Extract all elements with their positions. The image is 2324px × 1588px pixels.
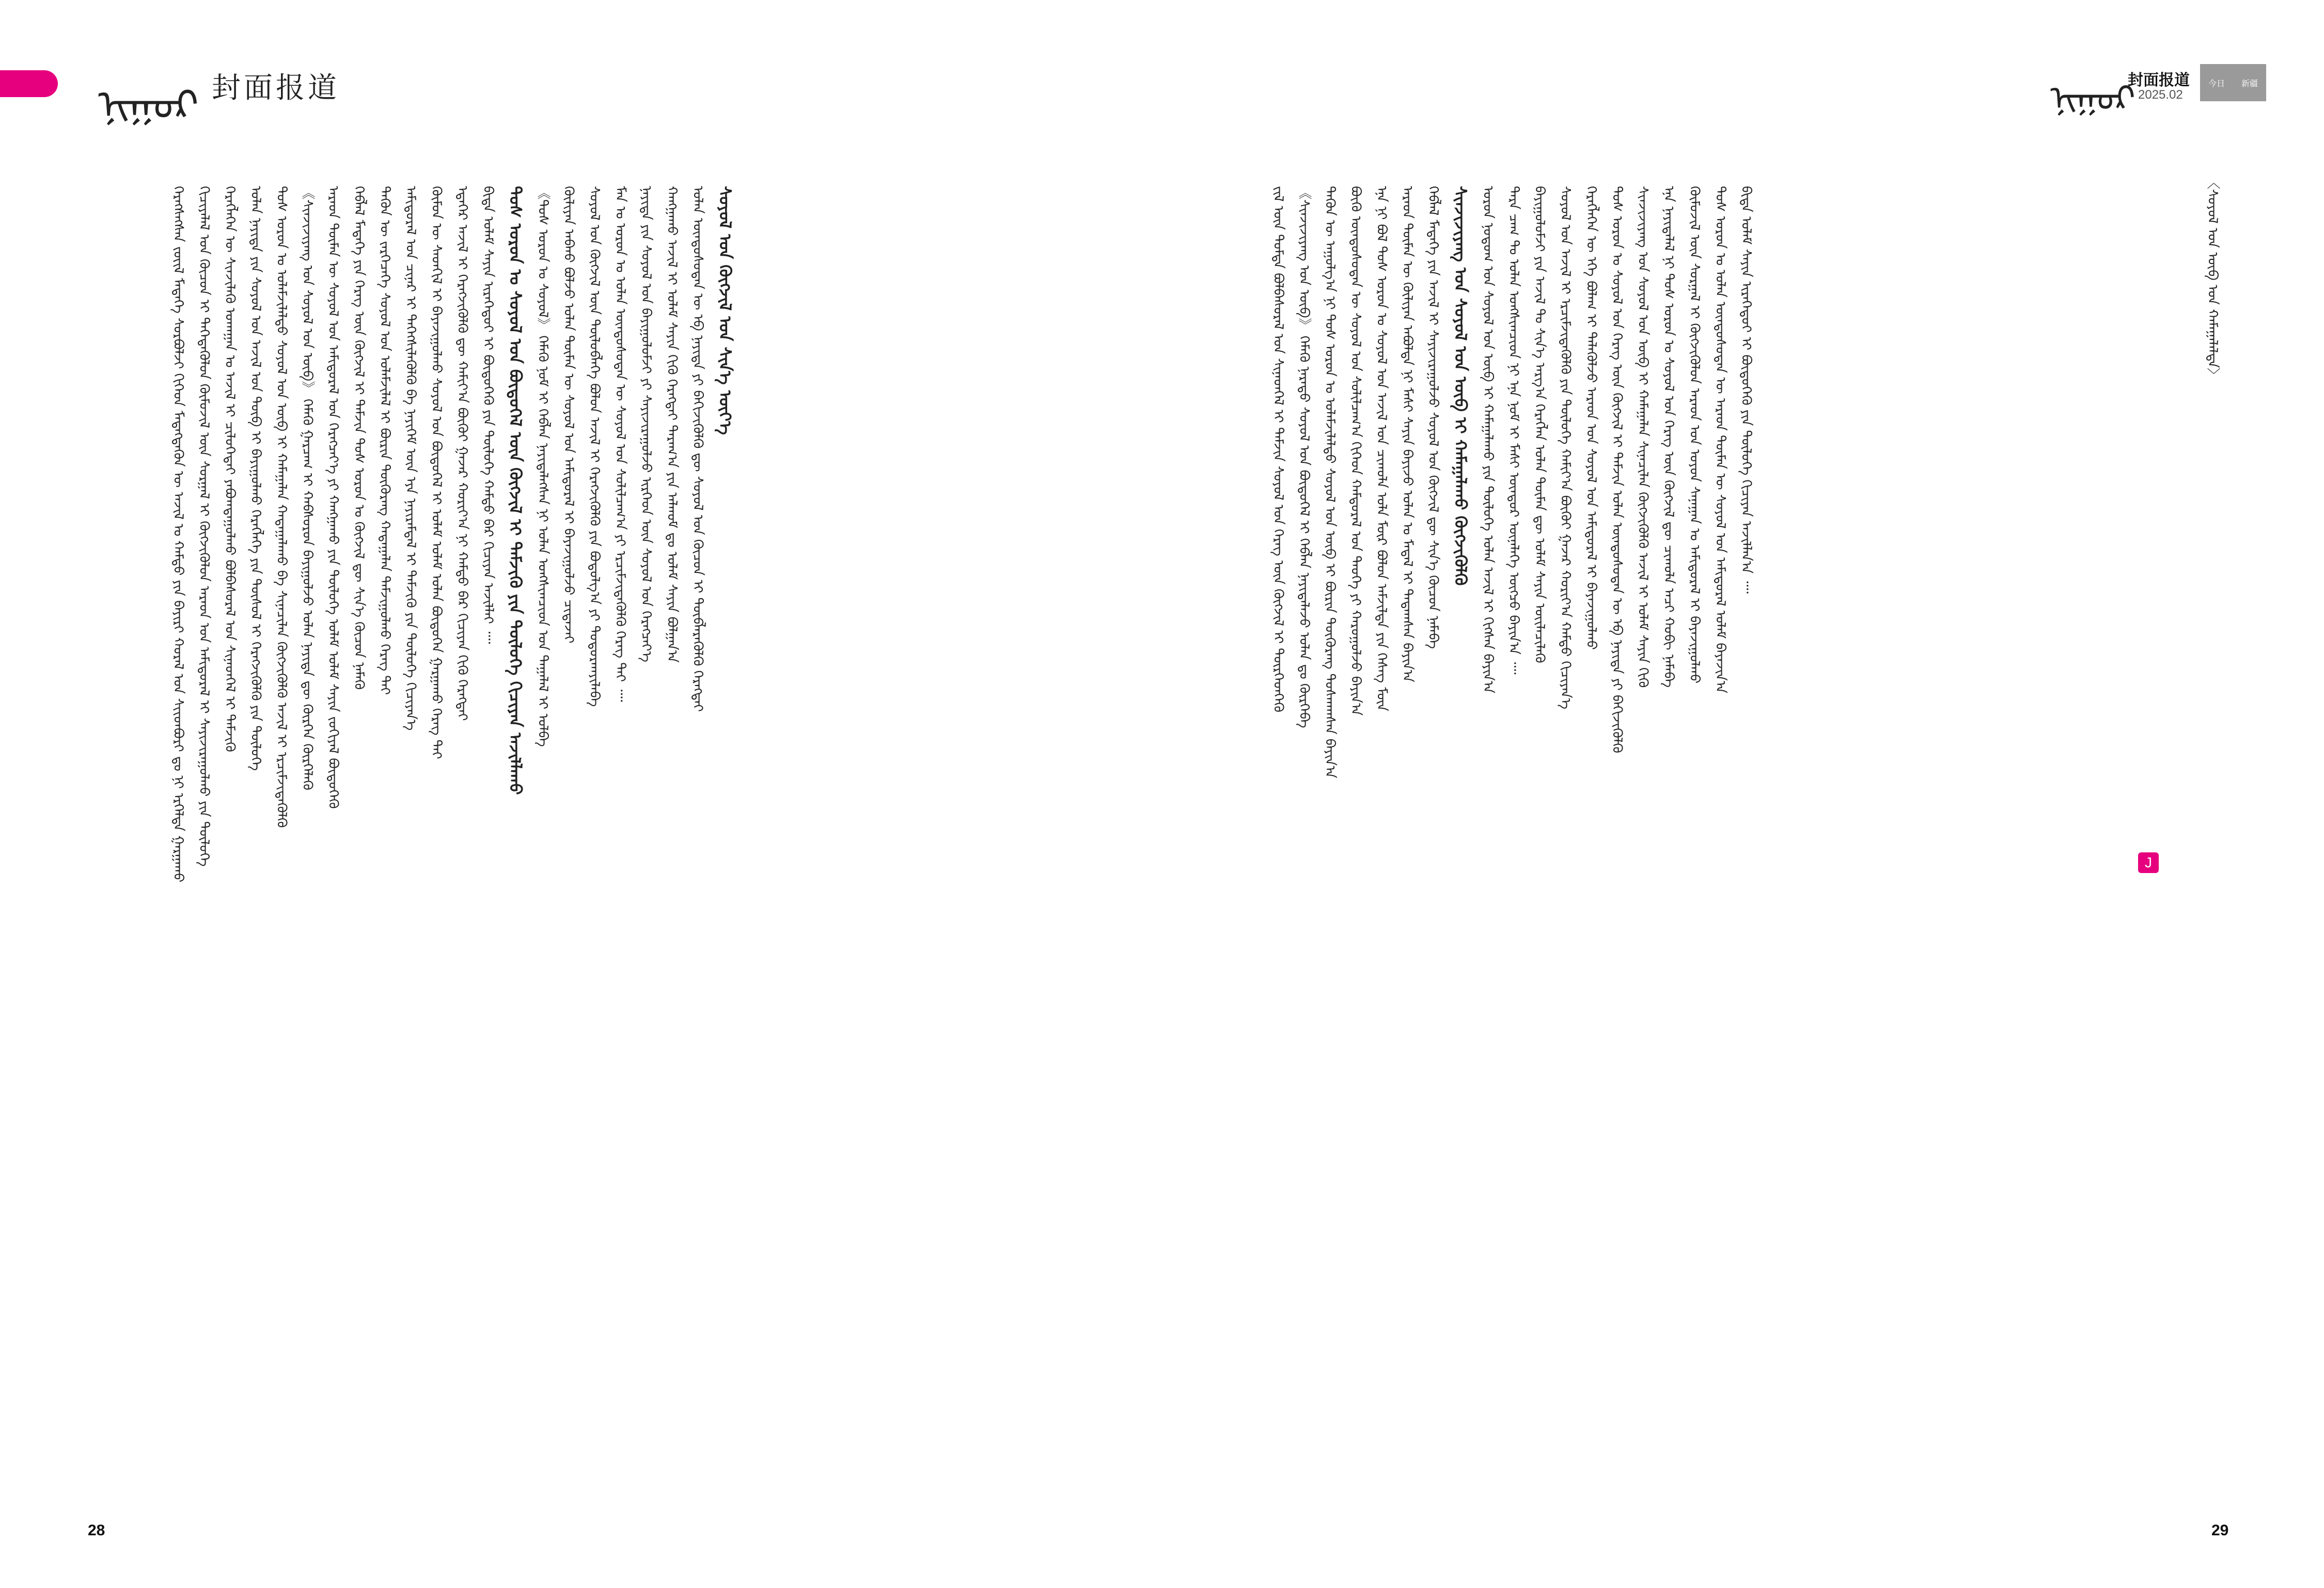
section-tab-marker bbox=[0, 70, 58, 97]
right-column-17: ᠲᠤᠰ ᠣᠷᠤᠨ ᠤ ᠣᠯᠠᠨ ᠦᠨᠳᠦᠰᠦᠲᠡᠨ ᠦ ᠠᠷᠠᠳ ᠲᠦᠮᠡᠨ ᠦ ᠰᠣᠶᠣᠯ ᠤᠨ ᠠᠮᠢᠳᠤᠷᠠᠯ ᠤᠯᠠᠮ ᠪᠠᠶᠠᠵᠢᠨ᠎ᠠ bbox=[1713, 186, 1728, 694]
left-column-6: 《ᠰᠢᠨᠵᠢᠵᠢᠶᠠᠩ ᠤᠨ ᠰᠣᠶᠣᠯ ᠤᠨ ᠥᠪ》 ᠬᠡᠮᠡᠬᠦ ᠭᠠᠷᠴᠠᠭ ᠢ ᠬᠠᠪᠰᠤᠷᠤᠨ ᠪᠠᠶᠢᠭᠤᠯᠵᠤ ᠣᠯᠠᠨ ᠨᠡᠶᠢᠲᠡ ᠳᠦ ᠬᠦᠷᠭᠡᠨ ᠬᠦᠷᠭᠡᠯᠡᠬᠦ bbox=[300, 186, 315, 790]
right-header-chinese-title: 封面报道 bbox=[2128, 72, 2190, 89]
left-text-area bbox=[165, 186, 740, 1508]
left-column-19: ᠬᠠᠩᠭᠠᠬᠤ ᠠᠵᠢᠯ ᠢ ᠤᠯᠠᠮ ᠰᠠᠶᠢᠨ ᠬᠢᠬᠦ ᠬᠡᠷᠡᠭᠲᠡᠢ ᠳᠠᠷᠠᠭ᠎ᠠ ᠶᠢᠨ ᠠᠯᠬᠤᠮ ᠳᠤ ᠤᠯᠠᠮ ᠰᠠᠶᠢᠨ ᠪᠣᠯᠭᠠᠨ᠎ᠠ bbox=[664, 186, 680, 663]
right-column-5: ᠡᠨᠡ ᠨᠢ ᠪᠣᠯ ᠲᠤᠰ ᠣᠷᠤᠨ ᠤ ᠰᠣᠶᠣᠯ ᠤᠨ ᠠᠵᠢᠯ ᠤᠨ ᠴᠢᠬᠤᠯᠠ ᠤᠯᠠ ᠮᠦᠷ ᠪᠣᠯᠤᠨ ᠠᠮᠵᠢᠯᠲᠠ ᠶᠢᠨ ᠬᠡᠰᠡᠭ ᠮᠥᠨ bbox=[1374, 186, 1389, 711]
left-column-16: ᠰᠣᠶᠣᠯ ᠤᠨ ᠬᠥᠭᠵᠢᠯ ᠦᠨ ᠲᠥᠯᠦᠪᠯᠡᠭᠡ ᠪᠣᠯᠤᠨ ᠠᠵᠢᠯ ᠢ ᠬᠡᠷᠡᠭᠵᠢᠭᠦᠯᠬᠦ ᠶᠢᠨ ᠪᠣᠳᠤᠯᠭ᠎ᠠ ᠶᠢ ᠲᠣᠳᠣᠷᠬᠠᠶᠢᠯᠠᠪᠠ bbox=[587, 186, 602, 707]
left-column-18: ᠨᠡᠶᠢᠲᠡ ᠶᠢᠨ ᠰᠣᠶᠣᠯ ᠤᠨ ᠪᠠᠶᠢᠭᠤᠯᠤᠮᠵᠢ ᠶᠢ ᠰᠠᠶᠢᠵᠢᠷᠠᠭᠤᠯᠵᠤ ᠢᠷᠭᠡᠳ ᠦᠨ ᠰᠣᠶᠣᠯ ᠤᠨ ᠬᠡᠷᠡᠭᠴᠡᠶ᠎ᠡ bbox=[638, 186, 654, 662]
left-column-12: ᠡᠳᠡᠭᠡᠷ ᠠᠵᠢᠯ ᠢ ᠬᠡᠷᠡᠭᠵᠢᠭᠦᠯᠬᠦ ᠳᠦ ᠬᠠᠮᠢᠶ᠎ᠠ ᠪᠦᠬᠦᠢ ᠭᠠᠵᠠᠷ ᠬᠣᠷᠢᠶ᠎ᠠ ᠨᠢ ᠬᠠᠮᠲᠤ ᠪᠡᠷ ᠬᠢᠴᠢᠶᠡᠨ ᠬᠢᠬᠦ ᠬᠡᠷᠡᠭᠲᠡᠢ bbox=[454, 186, 470, 721]
left-column-1: ᠬᠡᠷᠡᠭᠰᠡᠭᠰᠡᠨ ᠵᠦᠢᠯ ᠮᠡᠳᠡᠭᠡ ᠰᠤᠷᠪᠤᠯᠵᠢ ᠬᠢᠭᠡᠳ ᠮᠡᠳᠡᠭᠳᠡᠬᠦᠨ ᠦ ᠠᠵᠢᠯ ᠤ ᠬᠠᠮᠲᠤ ᠶᠢᠨ ᠪᠠᠶᠢᠷᠢ ᠬᠤᠷᠠᠯ ᠤᠨ ᠰᠢᠢᠳᠪᠦᠷᠢ ᠳᠤ ᠨᠢ ᠡᠷᠭᠡᠯᠲᠡ ᠭᠠᠷᠭᠠᠬᠤ bbox=[170, 186, 186, 883]
right-column-14: ᠰᠢᠨᠵᠢᠵᠢᠶᠠᠩ ᠤᠨ ᠰᠣᠶᠣᠯ ᠤᠨ ᠥᠪ ᠢ ᠬᠠᠮᠠᠭᠠᠯᠠᠨ ᠰᠢᠨᠡᠴᠢᠯᠡᠨ ᠬᠥᠭᠵᠢᠭᠦᠯᠬᠦ ᠠᠵᠢᠯ ᠢ ᠤᠯᠠᠮ ᠰᠠᠶᠢᠨ ᠬᠢᠬᠦ bbox=[1635, 186, 1651, 688]
right-column-7: ᠬᠡᠪᠯᠡᠯ ᠮᠡᠳᠡᠭᠡ ᠶᠢᠨ ᠠᠵᠢᠯ ᠢ ᠰᠠᠶᠢᠵᠢᠷᠠᠭᠤᠯᠵᠤ ᠰᠣᠶᠣᠯ ᠤᠨ ᠬᠥᠭᠵᠢᠯ ᠳᠦ ᠰᠢᠨ᠎ᠡ ᠬᠦᠴᠦᠨ ᠨᠡᠮᠡᠪᠡ bbox=[1425, 186, 1441, 649]
right-column-11: ᠰᠣᠶᠣᠯ ᠤᠨ ᠠᠵᠢᠯ ᠢ ᠡᠷᠴᠢᠮᠵᠢᠳᠡᠭᠦᠯᠬᠦ ᠶᠢᠨ ᠲᠥᠯᠦᠭᠡ ᠬᠠᠮᠢᠶ᠎ᠠ ᠪᠦᠬᠦᠢ ᠭᠠᠵᠠᠷ ᠬᠣᠷᠢᠶ᠎ᠠ ᠬᠠᠮᠲᠤ ᠬᠢᠴᠢᠶᠡᠨ᠎ᠡ bbox=[1558, 186, 1573, 709]
right-header-mongolian-title: ᠨᠢᠭᠤᠷ bbox=[2050, 79, 2135, 118]
left-column-2: ᠬᠢᠴᠢᠶᠡᠯᠡᠯ ᠤᠨ ᠬᠦᠴᠦᠨ ᠢ ᠳᠡᠭᠡᠳᠡᠭᠦᠯᠦᠨ ᠬᠦᠮᠦᠵᠢᠯ ᠦᠨ ᠰᠤᠷᠭᠠᠯ ᠢ ᠬᠥᠭᠵᠢᠭᠦᠯᠦᠨ ᠠᠷᠠᠳ ᠤᠨ ᠠᠮᠢᠳᠤᠷᠠᠯ ᠢ ᠰᠠᠶᠢᠵᠢᠷᠠᠭᠤᠯᠬᠤ ᠶᠢᠨ ᠲᠥᠯᠦᠭᠡ bbox=[196, 186, 212, 867]
right-column-9: ᠲᠡᠷᠡ ᠴᠠᠭ ᠲᠤ ᠣᠯᠠᠨ ᠤᠩᠰᠢᠭᠴᠢᠳ ᠨᠢ ᠡᠨᠡ ᠨᠣᠮ ᠢ ᠮᠠᠰᠢ ᠥᠨᠳᠥᠷ ᠦᠨᠡᠯᠡᠭᠡ ᠥᠭᠴᠦ ᠪᠠᠶᠢᠨ᠎ᠠ ᠁ bbox=[1506, 186, 1521, 675]
right-top-note: 〈ᠰᠣᠶᠣᠯ ᠤᠨ ᠥᠪ ᠤᠨ ᠬᠠᠮᠠᠭᠠᠯᠠᠯᠲᠠ〉 bbox=[2205, 176, 2220, 382]
right-column-13: ᠲᠤᠰ ᠣᠷᠤᠨ ᠤ ᠰᠣᠶᠣᠯ ᠤᠨ ᠬᠡᠷᠡᠭ ᠦᠨ ᠬᠥᠭᠵᠢᠯ ᠢ ᠳᠡᠮᠵᠢᠨ ᠣᠯᠠᠨ ᠦᠨᠳᠦᠰᠦᠲᠡᠨ ᠦ ᠡᠪ ᠨᠡᠶᠢᠲᠡ ᠶᠢ ᠪᠡᠬᠢᠵᠢᠭᠦᠯᠬᠦ bbox=[1609, 186, 1625, 753]
right-column-16: ᠬᠦᠮᠦᠵᠢᠯ ᠦᠨ ᠰᠤᠷᠭᠠᠯ ᠢ ᠬᠥᠭᠵᠢᠭᠦᠯᠦᠨ ᠠᠷᠠᠳ ᠤᠨ ᠤᠶᠤᠨ ᠰᠠᠨᠠᠭᠠᠨ ᠤ ᠠᠮᠢᠳᠤᠷᠠᠯ ᠢ ᠪᠠᠶᠠᠵᠢᠭᠤᠯᠬᠤ bbox=[1687, 186, 1702, 683]
right-column-3: ᠲᠡᠭᠦᠨ ᠦ ᠠᠭᠤᠯᠭ᠎ᠠ ᠨᠢ ᠲᠤᠰ ᠣᠷᠤᠨ ᠤ ᠤᠯᠠᠮᠵᠢᠯᠠᠯᠲᠤ ᠰᠣᠶᠣᠯ ᠤᠨ ᠥᠪ ᠢ ᠪᠦᠷᠢᠨ ᠳᠦᠭᠦᠷᠡᠩ ᠲᠤᠰᠬᠠᠭᠰᠠᠨ ᠪᠠᠶᠢᠨ᠎ᠠ bbox=[1322, 186, 1338, 779]
right-column-8: ᠣᠷᠤᠨ ᠨᠤᠲᠤᠭ ᠤᠨ ᠰᠣᠶᠣᠯ ᠤᠨ ᠥᠪ ᠢ ᠬᠠᠮᠠᠭᠠᠯᠠᠬᠤ ᠶᠢᠨ ᠲᠥᠯᠦᠭᠡ ᠣᠯᠠᠨ ᠠᠵᠢᠯ ᠢ ᠬᠢᠭᠰᠡᠨ ᠪᠠᠶᠢᠨ᠎ᠠ bbox=[1480, 186, 1496, 694]
left-column-11: ᠬᠦᠮᠦᠨ ᠦ ᠰᠡᠳᠬᠢᠯ ᠢ ᠪᠠᠶᠠᠵᠢᠭᠤᠯᠬᠤ ᠰᠣᠶᠣᠯ ᠤᠨ ᠪᠦᠲᠦᠭᠡᠯ ᠢ ᠤᠯᠠᠮ ᠤᠯᠠᠮ ᠤᠯᠠᠨ ᠪᠦᠲᠦᠭᠡᠨ ᠭᠠᠷᠭᠠᠬᠤ ᠬᠡᠷᠡᠭ ᠲᠡᠢ bbox=[429, 186, 444, 759]
left-column-4: ᠣᠯᠠᠨ ᠨᠡᠶᠢᠲᠡ ᠶᠢᠨ ᠰᠣᠶᠣᠯ ᠤᠨ ᠠᠵᠢᠯ ᠤᠨ ᠲᠥᠪ ᠢ ᠪᠠᠶᠢᠭᠤᠯᠬᠤ ᠬᠡᠷᠡᠭᠯᠡᠭᠡ ᠶᠢᠨ ᠲᠥᠰᠥᠯ ᠢ ᠬᠡᠷᠡᠭᠵᠢᠭᠦᠯᠬᠦ ᠶᠢᠨ ᠲᠥᠯᠦᠭᠡ bbox=[248, 186, 263, 771]
right-column-18: ᠪᠢᠳᠡ ᠤᠯᠠᠮ ᠰᠠᠶᠢᠨ ᠢᠷᠡᠭᠡᠳᠦᠶ ᠢ ᠪᠦᠲᠦᠭᠡᠬᠦ ᠶᠢᠨ ᠲᠥᠯᠦᠭᠡ ᠬᠢᠴᠢᠶᠡᠨ ᠠᠵᠢᠯᠯᠠᠨ᠎ᠠ ᠁ bbox=[1738, 186, 1754, 594]
left-column-13: ᠪᠢᠳᠡ ᠤᠯᠠᠮ ᠰᠠᠶᠢᠨ ᠢᠷᠡᠭᠡᠳᠦᠶ ᠢ ᠪᠦᠲᠦᠭᠡᠬᠦ ᠶᠢᠨ ᠲᠥᠯᠦᠭᠡ ᠬᠠᠮᠲᠤ ᠪᠡᠷ ᠬᠢᠴᠢᠶᠡᠨ ᠠᠵᠢᠯᠯᠠᠶ ᠁ bbox=[480, 186, 496, 644]
left-header-chinese-title: 封面报道 bbox=[212, 72, 340, 104]
right-section-heading: ᠰᠢᠨᠵᠢᠵᠢᠶᠠᠩ ᠤᠨ ᠰᠣᠶᠣᠯ ᠤᠨ ᠥᠪ ᠢ ᠬᠠᠮᠠᠭᠠᠯᠠᠬᠤ ᠬᠥᠭᠵᠢᠭᠦᠯᠬᠦ bbox=[1451, 186, 1470, 586]
logo-text-2: 新疆 bbox=[2241, 79, 2258, 88]
left-column-5: ᠲᠤᠰ ᠣᠷᠤᠨ ᠤ ᠤᠯᠠᠮᠵᠢᠯᠠᠯᠲᠤ ᠰᠣᠶᠣᠯ ᠤᠨ ᠥᠪ ᠢ ᠬᠠᠮᠠᠭᠠᠯᠠᠨ ᠬᠠᠳᠠᠭᠠᠯᠠᠬᠤ ᠪᠠ ᠰᠢᠨᠡᠴᠢᠯᠡᠨ ᠬᠥᠭᠵᠢᠭᠦᠯᠬᠦ ᠠᠵᠢᠯ ᠢ ᠡᠷᠴᠢᠮᠵᠢᠳᠡᠭᠦᠯᠬᠦ bbox=[274, 186, 289, 828]
left-column-15: ᠬᠦᠯᠢᠶᠡᠨ ᠠᠪᠬᠤ ᠪᠣᠯᠵᠤ ᠣᠯᠠᠨ ᠲᠦᠮᠡᠨ ᠦ ᠰᠣᠶᠣᠯ ᠤᠨ ᠠᠮᠢᠳᠤᠷᠠᠯ ᠢ ᠪᠠᠶᠠᠵᠢᠭᠤᠯᠵᠤ ᠴᠢᠳᠠᠵᠠᠶ bbox=[561, 186, 576, 644]
left-column-3: ᠬᠡᠷᠡᠭᠯᠡᠭᠡᠨ ᠦ ᠰᠢᠨᠵᠢᠯᠡᠬᠦ ᠤᠬᠠᠭᠠᠨ ᠤ ᠠᠵᠢᠯ ᠢ ᠴᠢᠯᠦᠭᠡᠲᠡᠢ ᠶᠠᠪᠤᠭᠳᠠᠭᠤᠯᠬᠤ ᠪᠣᠯᠪᠠᠰᠤᠷᠠᠯ ᠤᠨ ᠰᠢᠨᠡᠳᠭᠡᠯ ᠢ ᠳᠡᠮᠵᠢᠬᠦ bbox=[222, 186, 238, 752]
right-column-2: 《ᠰᠢᠨᠵᠢᠵᠢᠶᠠᠩ ᠤᠨ ᠥᠪ》 ᠬᠡᠮᠡᠬᠦ ᠨᠡᠷᠡᠲᠦ ᠰᠣᠶᠣᠯ ᠤᠨ ᠪᠦᠲᠦᠭᠡᠯ ᠢ ᠬᠡᠪᠯᠡᠨ ᠨᠡᠶᠢᠲᠡᠯᠡᠵᠦ ᠣᠯᠠᠨ ᠳᠤ ᠬᠦᠷᠭᠡᠪᠡ bbox=[1296, 186, 1312, 728]
left-column-14: 《ᠲᠤᠰ ᠣᠷᠤᠨ ᠤ ᠰᠣᠶᠣᠯ》 ᠬᠡᠮᠡᠬᠦ ᠨᠣᠮ ᠢ ᠬᠡᠪᠯᠡᠨ ᠨᠡᠶᠢᠲᠡᠯᠡᠭᠰᠡᠨ ᠨᠢ ᠣᠯᠠᠨ ᠤᠩᠰᠢᠭᠴᠢᠳ ᠤᠨ ᠲᠠᠭᠠᠯᠠᠯ ᠢ ᠣᠯᠪᠠ bbox=[535, 186, 551, 747]
right-page-number: 29 bbox=[2211, 1522, 2229, 1539]
right-column-12: ᠬᠡᠷᠡᠭᠯᠡᠭᠡᠨ ᠦ ᠡᠬᠡ ᠪᠤᠯᠠᠭ ᠢ ᠲᠡᠯᠡᠭᠦᠯᠵᠦ ᠠᠷᠠᠳ ᠤᠨ ᠰᠣᠶᠣᠯ ᠤᠨ ᠠᠮᠢᠳᠤᠷᠠᠯ ᠢ ᠪᠠᠶᠠᠵᠢᠭᠤᠯᠬᠤ bbox=[1583, 186, 1599, 650]
right-text-area bbox=[1265, 186, 1759, 1508]
logo-text-1: 今日 bbox=[2208, 79, 2225, 88]
left-column-7: ᠠᠷᠠᠳ ᠲᠦᠮᠡᠨ ᠦ ᠰᠣᠶᠣᠯ ᠤᠨ ᠠᠮᠢᠳᠤᠷᠠᠯ ᠤᠨ ᠬᠡᠷᠡᠭᠴᠡᠶ᠎ᠡ ᠶᠢ ᠬᠠᠩᠭᠠᠬᠤ ᠶᠢᠨ ᠲᠥᠯᠦᠭᠡ ᠤᠯᠠᠮ ᠤᠯᠠᠮ ᠰᠠᠶᠢᠨ ᠵᠣᠬᠢᠶᠠᠯ ᠪᠦᠲᠦᠭᠡᠬᠦ bbox=[325, 186, 341, 809]
left-column-8: ᠬᠡᠪᠯᠡᠯ ᠮᠡᠳᠡᠭᠡ ᠶᠢᠨ ᠬᠡᠷᠡᠭ ᠦᠨ ᠬᠥᠭᠵᠢᠯ ᠢ ᠳᠡᠮᠵᠢᠨ ᠲᠤᠰ ᠣᠷᠤᠨ ᠤ ᠬᠥᠭᠵᠢᠯ ᠳᠦ ᠰᠢᠨ᠎ᠡ ᠬᠦᠴᠦᠨ ᠨᠡᠮᠡᠬᠦ bbox=[351, 186, 367, 690]
issue-date: 2025.02 bbox=[2138, 88, 2183, 102]
right-column-4: ᠪᠦᠬᠦ ᠦᠨᠳᠦᠰᠦᠲᠡᠨ ᠦ ᠰᠣᠶᠣᠯ ᠤᠨ ᠰᠣᠯᠢᠯᠴᠠᠭ᠎ᠠ ᠬᠢᠭᠡᠳ ᠬᠠᠮᠲᠤᠷᠠᠯ ᠤᠨ ᠲᠡᠦᠬᠡ ᠶᠢ ᠬᠠᠷᠤᠭᠤᠯᠵᠤ ᠪᠠᠶᠢᠨ᠎ᠠ bbox=[1348, 186, 1363, 716]
section-marker-icon: J bbox=[2138, 852, 2159, 873]
left-header-mongolian-title: ᠨᠢᠭᠤᠷ bbox=[98, 82, 199, 129]
left-column-10: ᠠᠮᠢᠳᠤᠷᠠᠯ ᠤᠨ ᠴᠢᠨᠠᠷ ᠢ ᠳᠡᠭᠡᠭᠰᠢᠯᠡᠭᠦᠯᠬᠦ ᠪᠠ ᠨᠡᠶᠢᠭᠡᠮ ᠦᠨ ᠡᠶᠡ ᠨᠠᠶᠢᠷᠠᠮᠳᠠᠯ ᠢ ᠳᠡᠮᠵᠢᠬᠦ ᠶᠢᠨ ᠲᠥᠯᠦᠭᠡ ᠬᠢᠴᠢᠶᠡᠨ᠎ᠡ bbox=[403, 186, 418, 731]
magazine-logo bbox=[2200, 64, 2266, 101]
left-column-17: ᠮᠠᠨ ᠤ ᠣᠷᠤᠨ ᠤ ᠣᠯᠠᠨ ᠦᠨᠳᠦᠰᠦᠲᠡᠨ ᠦ ᠰᠣᠶᠣᠯ ᠤᠨ ᠰᠣᠯᠢᠯᠴᠠᠭ᠎ᠠ ᠶᠢ ᠡᠷᠴᠢᠮᠵᠢᠳᠡᠭᠦᠯᠬᠦ ᠬᠡᠷᠡᠭ ᠲᠡᠢ ᠁ bbox=[613, 186, 628, 702]
right-column-6: ᠠᠷᠠᠳ ᠲᠦᠮᠡᠨ ᠦ ᠬᠦᠯᠢᠶᠡᠨ ᠠᠪᠤᠯᠲᠠ ᠨᠢ ᠮᠠᠰᠢ ᠰᠠᠶᠢᠨ ᠪᠠᠶᠢᠵᠤ ᠣᠯᠠᠨ ᠤ ᠮᠡᠳᠡᠯ ᠢ ᠲᠠᠲᠠᠭᠰᠠᠨ ᠪᠠᠶᠢᠨ᠎ᠠ bbox=[1400, 186, 1415, 682]
left-footer-heading: ᠰᠣᠶᠣᠯ ᠤᠨ ᠬᠥᠭᠵᠢᠯ ᠤᠨ ᠰᠢᠨ᠎ᠡ ᠦᠶ᠎ᠡ bbox=[715, 186, 735, 435]
right-column-10: ᠪᠠᠶᠢᠭᠤᠯᠤᠮᠵᠢ ᠶᠢᠨ ᠠᠵᠢᠯ ᠲᠤ ᠰᠢᠨ᠎ᠡ ᠠᠷᠭ᠎ᠠ ᠬᠡᠷᠡᠭᠯᠡᠨ ᠣᠯᠠᠨ ᠲᠦᠮᠡᠨ ᠳᠦ ᠤᠯᠠᠮ ᠰᠠᠶᠢᠨ ᠦᠢᠯᠡᠴᠢᠯᠡᠬᠦ bbox=[1532, 186, 1547, 663]
left-page-number: 28 bbox=[88, 1522, 105, 1539]
left-column-20: ᠣᠯᠠᠨ ᠦᠨᠳᠦᠰᠦᠲᠡᠨ ᠦ ᠡᠪ ᠨᠡᠶᠢᠲᠡ ᠶᠢ ᠪᠡᠬᠢᠵᠢᠭᠦᠯᠬᠦ ᠳᠦ ᠰᠣᠶᠣᠯ ᠤᠨ ᠬᠦᠴᠦᠨ ᠢ ᠲᠥᠪᠯᠡᠷᠡᠭᠦᠯᠬᠦ ᠬᠡᠷᠡᠭᠲᠡᠢ bbox=[690, 186, 705, 712]
right-page bbox=[1162, 0, 2324, 1588]
right-column-1: ᠵᠢᠯ ᠦᠨ ᠳᠤᠮᠳᠠ ᠪᠣᠯᠪᠠᠰᠤᠷᠠᠯ ᠤᠨ ᠰᠢᠨᠡᠳᠭᠡᠯ ᠢ ᠳᠡᠮᠵᠢᠨ ᠰᠣᠶᠣᠯ ᠤᠨ ᠬᠡᠷᠡᠭ ᠦᠨ ᠬᠥᠭᠵᠢᠯ ᠢ ᠲᠦᠷᠭᠡᠳᠭᠡᠬᠦ bbox=[1270, 186, 1286, 712]
right-column-15: ᠡᠨᠡ ᠨᠡᠶᠢᠲᠡᠯᠡᠯ ᠨᠢ ᠲᠤᠰ ᠣᠷᠤᠨ ᠤ ᠰᠣᠶᠣᠯ ᠤᠨ ᠬᠡᠷᠡᠭ ᠦᠨ ᠬᠥᠭᠵᠢᠯ ᠳᠦ ᠴᠢᠬᠤᠯᠠ ᠠᠴᠢ ᠬᠤᠪᠢ ᠨᠡᠮᠡᠪᠡ bbox=[1661, 186, 1676, 688]
left-column-9: ᠲᠡᠭᠦᠨ ᠦ ᠵᠡᠷᠭᠡᠴᠡᠭᠡ ᠰᠣᠶᠣᠯ ᠤᠨ ᠤᠯᠠᠮᠵᠢᠯᠠᠯ ᠢ ᠪᠦᠷᠢᠨ ᠳᠦᠭᠦᠷᠡᠩ ᠬᠠᠳᠠᠭᠠᠯᠠᠨ ᠳᠠᠮᠵᠢᠭᠤᠯᠬᠤ ᠬᠡᠷᠡᠭ ᠲᠡᠢ bbox=[377, 186, 392, 695]
left-section-heading: ᠲᠤᠰ ᠣᠷᠤᠨ ᠤ ᠰᠣᠶᠣᠯ ᠤᠨ ᠪᠦᠲᠦᠭᠡᠯ ᠦᠨ ᠬᠥᠭᠵᠢᠯ ᠢ ᠳᠡᠮᠵᠢᠬᠦ ᠶᠢᠨ ᠲᠥᠯᠦᠭᠡ ᠬᠢᠴᠢᠶᠡᠨ ᠠᠵᠢᠯᠯᠠᠬᠤ bbox=[506, 186, 525, 795]
